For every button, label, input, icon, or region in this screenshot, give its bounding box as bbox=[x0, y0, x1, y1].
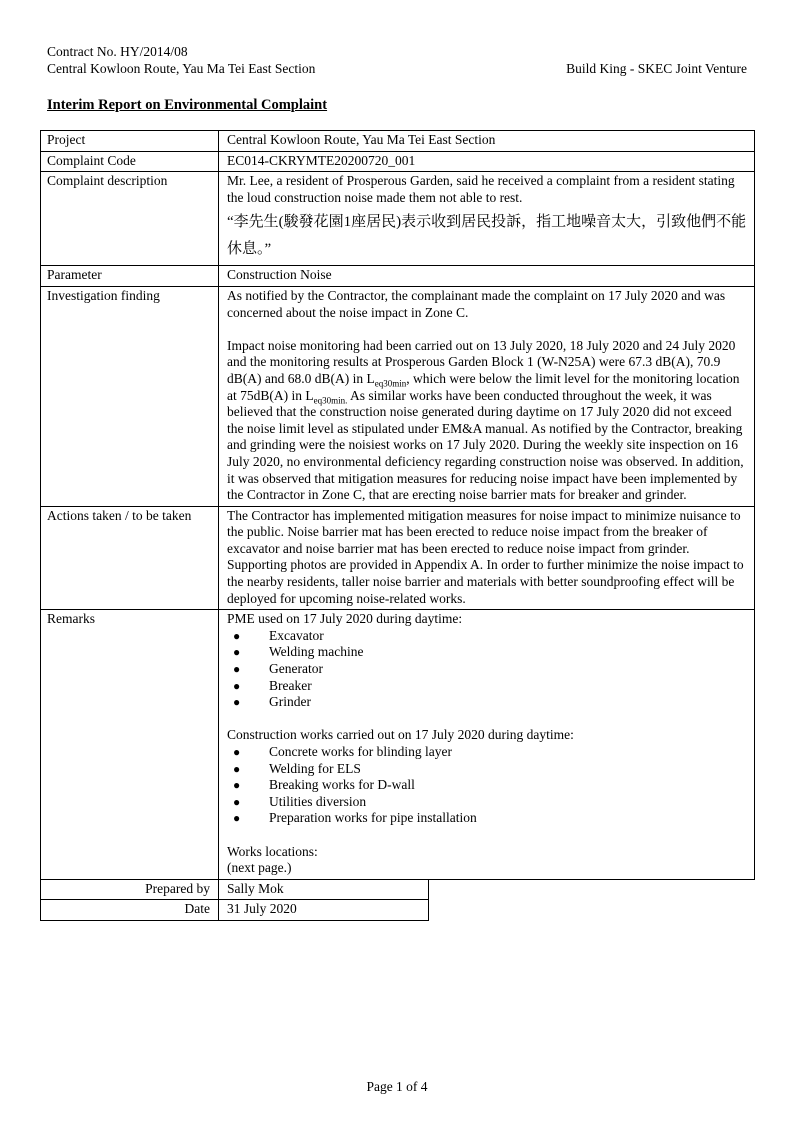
bullet-icon: ● bbox=[233, 811, 241, 826]
list-item bbox=[227, 744, 748, 761]
row-parameter bbox=[41, 266, 755, 287]
prepared-by-label: Prepared by bbox=[41, 879, 219, 900]
pme-item: Excavator bbox=[269, 627, 324, 643]
pme-item: Breaker bbox=[269, 677, 312, 693]
row-investigation-finding bbox=[41, 286, 755, 506]
contract-number: Contract No. HY/2014/08 bbox=[47, 44, 188, 59]
finding-paragraph-2 bbox=[227, 338, 748, 504]
list-item bbox=[227, 794, 748, 811]
works-item: Welding for ELS bbox=[269, 760, 361, 776]
row-complaint-code bbox=[41, 151, 755, 172]
finding-text-segment: , which were below the limit level for the monitoring location at 75dB(A) in L bbox=[227, 370, 740, 403]
remarks-value bbox=[219, 610, 755, 880]
complaint-description-label: Complaint description bbox=[41, 172, 219, 266]
finding-text-segment: As similar works have been conducted throughout the week, it was believed that the construction noise generated during daytime on 17 July 2020 did not exceed the noise limit level as stipulated under EM&A manual. As notified by the Contractor, breaking and grinding were the noisiest works on 17 July 2020. During the weekly site inspection on 16 July 2020, no environmental deficiency regarding construction noise was observed. In addition, it was observed that mitigation measures for reducing noise impact have been implemented by the Contractor in Zone C, that are erecting noise barrier mats for breaker and grinder. bbox=[227, 387, 744, 503]
works-heading: Construction works carried out on 17 July 2020 during daytime: bbox=[227, 727, 574, 743]
complaint-description-value bbox=[219, 172, 755, 266]
finding-text-segment: Impact noise monitoring had been carried out on 13 July 2020, 18 July 2020 and 24 July 2020 and the monitoring results at Prosperous Garden Block 1 (W-N25A) were 67.3 dB(A), 70.9 dB(A) and 68.0 dB(A) in L bbox=[227, 337, 736, 386]
report-table bbox=[40, 130, 755, 880]
pme-heading: PME used on 17 July 2020 during daytime: bbox=[227, 611, 463, 627]
blank-line bbox=[227, 827, 748, 844]
project-section-name: Central Kowloon Route, Yau Ma Tei East Section bbox=[47, 60, 316, 76]
finding-paragraph-1: As notified by the Contractor, the complainant made the complaint on 17 July 2020 and was concerned about the noise impact in Zone C. bbox=[227, 287, 726, 320]
pme-item: Welding machine bbox=[269, 644, 364, 660]
bullet-icon: ● bbox=[233, 628, 241, 643]
pme-item: Generator bbox=[269, 661, 323, 677]
list-item bbox=[227, 661, 748, 678]
leq30min-subscript: eq30min bbox=[374, 378, 407, 389]
complaint-code-label: Complaint Code bbox=[41, 151, 219, 172]
project-value: Central Kowloon Route, Yau Ma Tei East Section bbox=[219, 131, 755, 152]
blank-line bbox=[227, 321, 748, 338]
bullet-icon: ● bbox=[233, 695, 241, 710]
date-value: 31 July 2020 bbox=[219, 900, 429, 921]
project-label: Project bbox=[41, 131, 219, 152]
parameter-label: Parameter bbox=[41, 266, 219, 287]
works-item: Utilities diversion bbox=[269, 793, 367, 809]
parameter-value: Construction Noise bbox=[219, 266, 755, 287]
bullet-icon: ● bbox=[233, 645, 241, 660]
document-header bbox=[40, 44, 754, 77]
works-locations-label: Works locations: bbox=[227, 843, 318, 859]
list-item bbox=[227, 694, 748, 711]
complaint-description-english: Mr. Lee, a resident of Prosperous Garden, said he received a complaint from a resident stating the loud construction noise made them not able to rest. bbox=[227, 173, 735, 205]
works-item: Breaking works for D-wall bbox=[269, 777, 415, 793]
page-number: Page 1 of 4 bbox=[366, 1078, 428, 1094]
row-prepared-by bbox=[41, 879, 429, 900]
bullet-icon: ● bbox=[233, 678, 241, 693]
leq30min-subscript: eq30min. bbox=[313, 395, 348, 406]
row-project bbox=[41, 131, 755, 152]
list-item bbox=[227, 644, 748, 661]
header-left-block bbox=[47, 44, 315, 77]
complaint-code-value: EC014-CKRYMTE20200720_001 bbox=[219, 151, 755, 172]
investigation-finding-label: Investigation finding bbox=[41, 286, 219, 506]
blank-line bbox=[227, 711, 748, 728]
complaint-description-chinese: “李先生(駿發花園1座居民)表示收到居民投訴，指工地噪音太大，引致他們不能休息。” bbox=[227, 214, 747, 258]
row-actions-taken bbox=[41, 506, 755, 610]
pme-item: Grinder bbox=[269, 694, 311, 710]
signoff-table bbox=[40, 879, 429, 921]
date-label: Date bbox=[41, 900, 219, 921]
bullet-icon: ● bbox=[233, 662, 241, 677]
works-locations-note: (next page.) bbox=[227, 860, 292, 876]
bullet-icon: ● bbox=[233, 794, 241, 809]
bullet-icon: ● bbox=[233, 761, 241, 776]
investigation-finding-value bbox=[219, 286, 755, 506]
row-date bbox=[41, 900, 429, 921]
list-item bbox=[227, 678, 748, 695]
prepared-by-value: Sally Mok bbox=[219, 879, 429, 900]
works-item: Preparation works for pipe installation bbox=[269, 810, 477, 826]
row-remarks bbox=[41, 610, 755, 880]
actions-taken-value: The Contractor has implemented mitigation measures for noise impact to minimize nuisance to the public. Noise barrier mat has been erected to reduce noise impact from the breaker of excavator and noise barrier mat has been erected to reduce noise impact from grinder. Supporting photos are provided in Appendix A. In order to further minimize the noise impact to the nearby residents, taller noise barrier and materials with better soundproofing effect will be deployed for upcoming noise-related works. bbox=[219, 506, 755, 610]
list-item bbox=[227, 810, 748, 827]
remarks-label: Remarks bbox=[41, 610, 219, 880]
list-item bbox=[227, 628, 748, 645]
list-item bbox=[227, 777, 748, 794]
actions-taken-label: Actions taken / to be taken bbox=[41, 506, 219, 610]
joint-venture-name: Build King - SKEC Joint Venture bbox=[566, 60, 747, 76]
bullet-icon: ● bbox=[233, 778, 241, 793]
report-title: Interim Report on Environmental Complaint bbox=[47, 97, 328, 113]
works-item: Concrete works for blinding layer bbox=[269, 744, 452, 759]
list-item bbox=[227, 761, 748, 778]
row-complaint-description bbox=[41, 172, 755, 266]
bullet-icon: ● bbox=[233, 745, 241, 759]
